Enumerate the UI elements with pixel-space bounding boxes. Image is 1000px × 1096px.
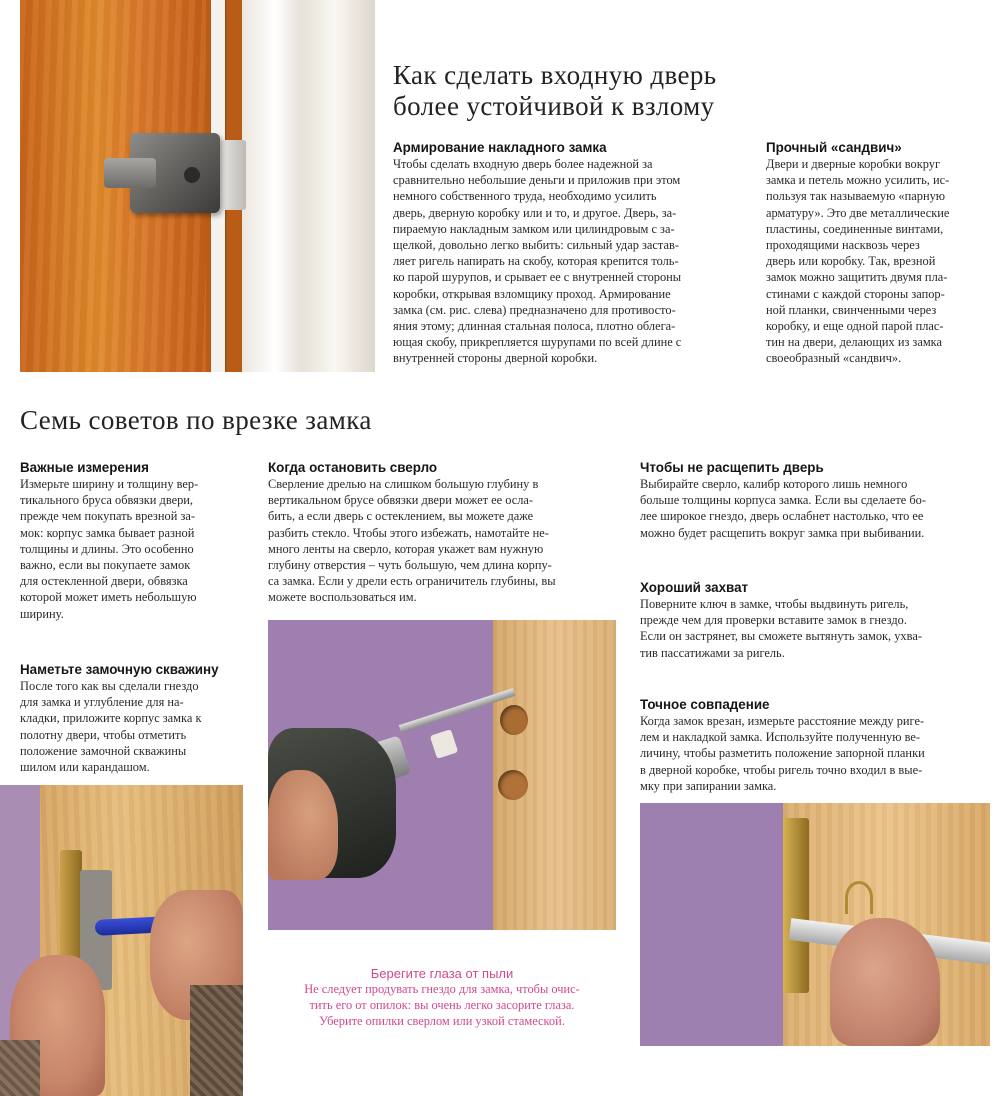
tip-keyhole <box>20 662 260 775</box>
text-line: Измерьте ширину и толщину вер- <box>20 477 199 491</box>
text-line: коробки, открывая взломщику проход. Армирование <box>393 286 671 301</box>
text-line: для остекленной двери, обвязка <box>20 574 188 589</box>
text-line: которой может иметь небольшую <box>20 590 197 605</box>
text-line: Поверните ключ в замке, чтобы выдвинуть ригель, <box>640 597 909 611</box>
text-line: в дверной коробке, чтобы ригель точно входил в вые- <box>640 762 923 777</box>
text-line: дверь или коробку. Так, врезной <box>766 254 936 269</box>
tip-drill-stop <box>268 460 618 606</box>
lock-staple <box>220 140 246 210</box>
section-body <box>766 156 998 367</box>
tip-body <box>640 713 995 794</box>
photo-drilling <box>268 620 616 930</box>
tip-body <box>20 678 260 775</box>
photo-precise-match <box>640 803 990 1046</box>
tip-dust <box>262 966 622 1029</box>
text-line: тин на двери, делающих из замка <box>766 335 943 350</box>
text-line: Сверление дрелью на слишком большую глубину в <box>268 477 539 491</box>
tip-heading: Точное совпадение <box>640 697 770 712</box>
hand <box>830 918 940 1046</box>
text-line: сравнительно небольшие деньги и приложив при этом <box>393 173 681 188</box>
text-line: са замка. Если у дрели есть ограничитель глубины, вы <box>268 574 556 589</box>
text-line: ющая скобу, прикрепляется шурупами по всей длине с <box>393 335 682 350</box>
tip-heading: Важные измерения <box>20 460 149 475</box>
text-line: мку при запирании замка. <box>640 778 777 793</box>
text-line: пользуя так называемую «парную <box>766 189 946 204</box>
section-body <box>393 156 753 367</box>
tip-heading: Наметьте замочную скважину <box>20 662 219 677</box>
lock-knob <box>104 158 156 188</box>
tip-body <box>20 476 250 622</box>
text-line: ширину. <box>20 606 64 621</box>
text-line: пластины, соединенные винтами, <box>766 221 944 236</box>
text-line: Если он застрянет, вы сможете вытянуть замок, ухва- <box>640 629 922 644</box>
text-line: ной планки, свинченными через <box>766 302 937 317</box>
text-line: больше толщины корпуса замка. Если вы сделаете бо- <box>640 493 926 508</box>
text-line: тикального бруса обвязки двери, <box>20 493 194 508</box>
text-line: ляет ригель напирать на скобу, которая крепится толь- <box>393 254 679 269</box>
text-line: разбить стекло. Чтобы этого избежать, намотайте не- <box>268 525 549 540</box>
text-line: Когда замок врезан, измерьте расстояние между риге- <box>640 714 925 728</box>
tip-grip <box>640 580 995 661</box>
text-line: мок: корпус замка бывает разной <box>20 525 195 540</box>
photo-reinforced-rim-lock <box>20 0 375 372</box>
section-heading: Прочный «сандвич» <box>766 140 902 155</box>
text-line: коробку, и еще одной парой плас- <box>766 319 944 334</box>
tip-heading: Когда остановить сверло <box>268 460 438 475</box>
text-line: замка (см. рис. слева) предназначено для противосто- <box>393 302 676 317</box>
text-line: дверь, дверную коробку или и то, и другое. Дверь, за- <box>393 205 677 220</box>
hand <box>268 770 338 880</box>
section-sandwich <box>766 140 998 367</box>
text-line: После того как вы сделали гнездо <box>20 679 199 693</box>
text-line: полотну двери, чтобы отметить <box>20 727 187 742</box>
text-line: арматуру». Это две металлические <box>766 205 950 220</box>
text-line: щелкой, довольно легко выбить: сильный удар застав- <box>393 238 679 253</box>
tip-body <box>268 476 618 606</box>
text-line: личину, чтобы разметить положение запорной планки <box>640 746 925 761</box>
text-line: Уберите опилки сверлом или узкой стамеской. <box>319 1014 565 1028</box>
section-reinforce <box>393 140 753 367</box>
text-line: шилом или карандашом. <box>20 760 150 775</box>
text-line: ко парой шурупов, и срывает ее с внутренней стороны <box>393 270 682 285</box>
text-line: проходящими насквозь через <box>766 238 920 253</box>
tip-precise <box>640 697 995 794</box>
text-line: яния этому; длинная стальная полоса, плотно облега- <box>393 319 676 334</box>
text-line: стинами с каждой стороны запор- <box>766 286 945 301</box>
tip-heading: Хороший захват <box>640 580 749 595</box>
text-line: много ленты на сверло, которая укажет вам нужную <box>268 541 544 556</box>
tip-no-split <box>640 460 995 541</box>
text-line: немного собственного труда, необходимо усилить <box>393 189 657 204</box>
strike-plate <box>783 818 809 993</box>
text-line: Двери и дверные коробки вокруг <box>766 157 941 171</box>
text-line: внутренней стороны дверной коробки. <box>393 351 598 366</box>
drilled-hole <box>498 770 528 800</box>
tips-title: Семь советов по врезке замка <box>20 405 372 435</box>
text-line: Выбирайте сверло, калибр которого лишь немного <box>640 477 908 491</box>
text-line: Чтобы сделать входную дверь более надежной за <box>393 157 653 171</box>
photo-marking-keyhole <box>0 785 243 1096</box>
text-line: тить его от опилок: вы очень легко засорите глаза. <box>309 998 575 1012</box>
door-frame <box>242 0 375 372</box>
text-line: толщины и длины. Это особенно <box>20 541 194 556</box>
tip-body <box>262 981 622 1029</box>
tip-body <box>640 476 995 541</box>
text-line: своеобразный «сандвич». <box>766 351 902 366</box>
text-line: тив пассатижами за ригель. <box>640 645 785 660</box>
text-line: пираемую накладным замком или цилиндровым с за- <box>393 221 675 236</box>
text-line: прежде чем покупать врезной за- <box>20 509 195 524</box>
text-line: глубину отверстия – чуть большую, чем длина корпу- <box>268 558 552 573</box>
text-line: можно будет расщепить вокруг замка при выбивании. <box>640 525 925 540</box>
drilled-hole <box>500 705 528 735</box>
tip-heading: Берегите глаза от пыли <box>370 966 514 981</box>
section-heading: Армирование накладного замка <box>393 140 607 155</box>
tip-heading: Чтобы не расщепить дверь <box>640 460 824 475</box>
text-line: вертикальном брусе обвязки двери может ее осла- <box>268 493 534 508</box>
text-line: кладки, приложите корпус замка к <box>20 711 202 726</box>
text-line: замок можно защитить двумя пла- <box>766 270 948 285</box>
tip-body <box>640 596 995 661</box>
text-line: лее широкое гнездо, дверь ослабнет настолько, что ее <box>640 509 924 524</box>
text-line: положение замочной скважины <box>20 743 187 758</box>
text-line: важно, если вы покупаете замок <box>20 558 191 573</box>
text-line: Не следует продувать гнездо для замка, чтобы очис- <box>304 982 580 996</box>
text-line: для замка и углубление для на- <box>20 695 184 710</box>
tip-measurements <box>20 460 250 622</box>
text-line: прежде чем для проверки вставите замок в гнездо. <box>640 613 907 628</box>
text-line: лем и накладкой замка. Используйте полученную ве- <box>640 730 920 745</box>
text-line: можете воспользоваться им. <box>268 590 417 605</box>
text-line: замка и петель можно усилить, ис- <box>766 173 950 188</box>
keyhole-icon <box>184 167 200 183</box>
text-line: бить, а если дверь с остеклением, вы можете даже <box>268 509 534 524</box>
article-title: Как сделать входную дверь более устойчивой к взлому <box>393 60 717 121</box>
